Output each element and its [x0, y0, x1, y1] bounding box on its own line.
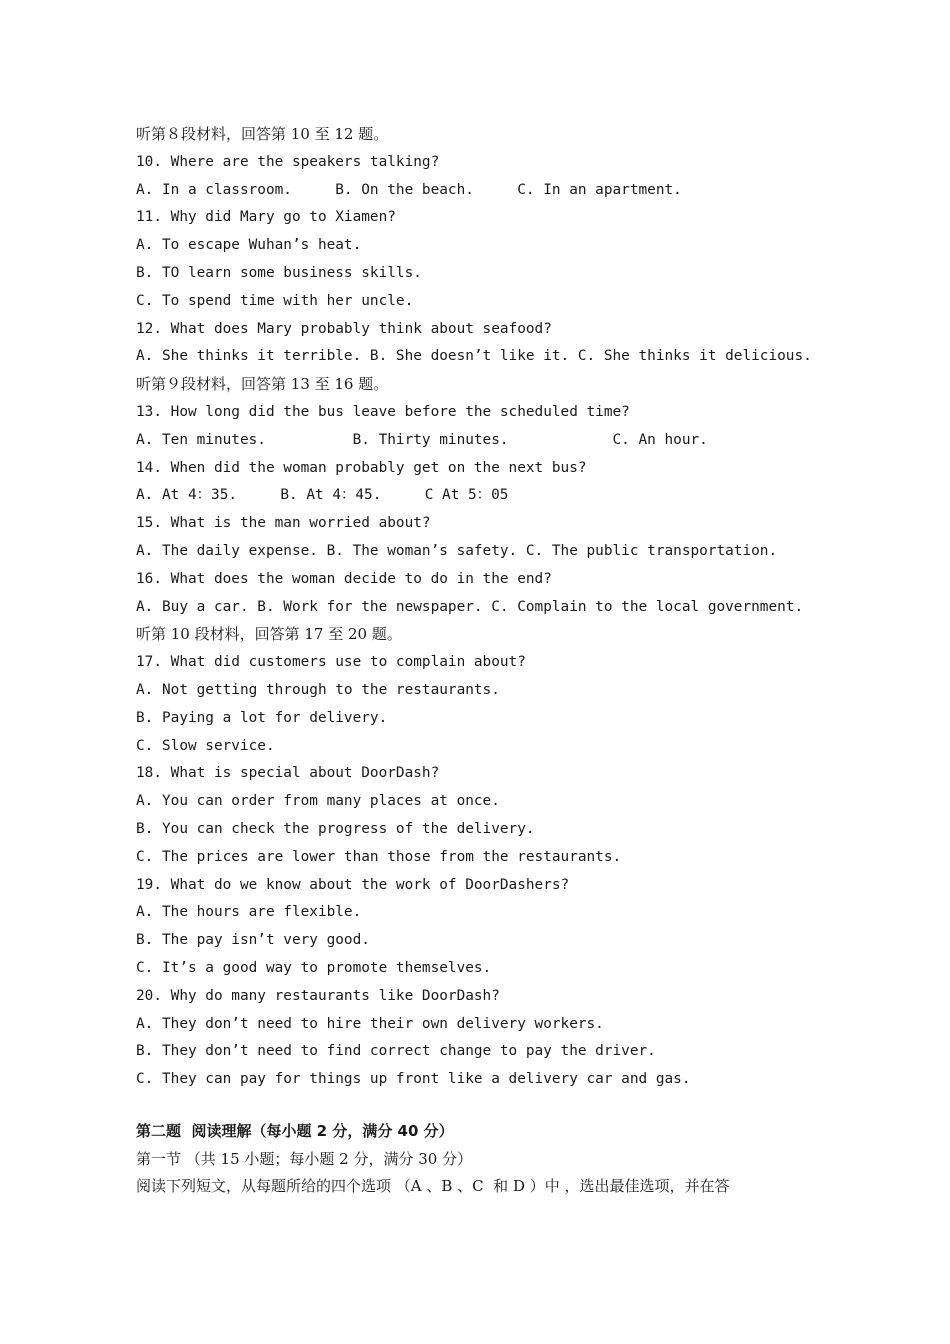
question-line: C. They can pay for things up front like a delivery car and gas. [136, 1071, 691, 1088]
section-instruction: 阅读下列短文，从每题所给的四个选项 （A 、B 、C 和 D ）中 ，选出最佳选项，并在答 [136, 1177, 730, 1196]
question-line: 11. Why did Mary go to Xiamen? [136, 209, 396, 226]
section-subheading: 第一节 （共 15 小题；每小题 2 分，满分 30 分） [136, 1149, 473, 1168]
passage-instruction: 听第９段材料，回答第 13 至 16 题。 [136, 375, 389, 394]
question-line: B. You can check the progress of the delivery. [136, 820, 535, 837]
question-line: A. The daily expense. B. The woman’s safety. C. The public transportation. [136, 542, 778, 559]
question-line: B. The pay isn’t very good. [136, 932, 370, 949]
question-line: C. To spend time with her uncle. [136, 292, 414, 309]
question-line: 18. What is special about DoorDash? [136, 765, 440, 782]
question-line: 13. How long did the bus leave before the scheduled time? [136, 403, 630, 420]
question-line: 20. Why do many restaurants like DoorDash? [136, 987, 500, 1004]
passage-instruction: 听第 10 段材料，回答第 17 至 20 题。 [136, 625, 402, 644]
question-line: A. She thinks it terrible. B. She doesn’t like it. C. She thinks it delicious. [136, 348, 812, 365]
question-line: C. It’s a good way to promote themselves. [136, 959, 492, 976]
question-line: A. Ten minutes. B. Thirty minutes. C. An hour. [136, 431, 708, 448]
question-line: C. Slow service. [136, 737, 275, 754]
question-line: B. TO learn some business skills. [136, 264, 422, 281]
question-line: 15. What is the man worried about? [136, 515, 431, 532]
question-line: 19. What do we know about the work of DoorDashers? [136, 876, 570, 893]
document-content [136, 121, 826, 1201]
question-line: A. Buy a car. B. Work for the newspaper. C. Complain to the local government. [136, 598, 804, 615]
question-line: 14. When did the woman probably get on the next bus? [136, 459, 587, 476]
question-line: 16. What does the woman decide to do in the end? [136, 570, 552, 587]
question-line: 10. Where are the speakers talking? [136, 153, 440, 170]
listening-questions [136, 121, 826, 1094]
question-line: A. They don’t need to hire their own delivery workers. [136, 1015, 604, 1032]
question-line: A. To escape Wuhan’s heat. [136, 237, 362, 254]
question-line: A. You can order from many places at once. [136, 793, 500, 810]
section-gap [136, 1094, 826, 1118]
question-line: 17. What did customers use to complain about? [136, 654, 526, 671]
question-line: A. The hours are flexible. [136, 904, 362, 921]
question-line: B. They don’t need to find correct change to pay the driver. [136, 1043, 656, 1060]
question-line: A. Not getting through to the restaurants. [136, 681, 500, 698]
passage-instruction: 听第８段材料，回答第 10 至 12 题。 [136, 125, 389, 143]
question-line: A. In a classroom. B. On the beach. C. In an apartment. [136, 181, 682, 198]
question-line: B. Paying a lot for delivery. [136, 709, 388, 726]
question-line: A. At 4：35. B. At 4：45. C At 5：05 [136, 487, 509, 504]
section-heading: 第二题 阅读理解（每小题 2 分，满分 40 分） [136, 1121, 454, 1140]
question-line: 12. What does Mary probably think about seafood? [136, 320, 552, 337]
question-line: C. The prices are lower than those from the restaurants. [136, 848, 622, 865]
